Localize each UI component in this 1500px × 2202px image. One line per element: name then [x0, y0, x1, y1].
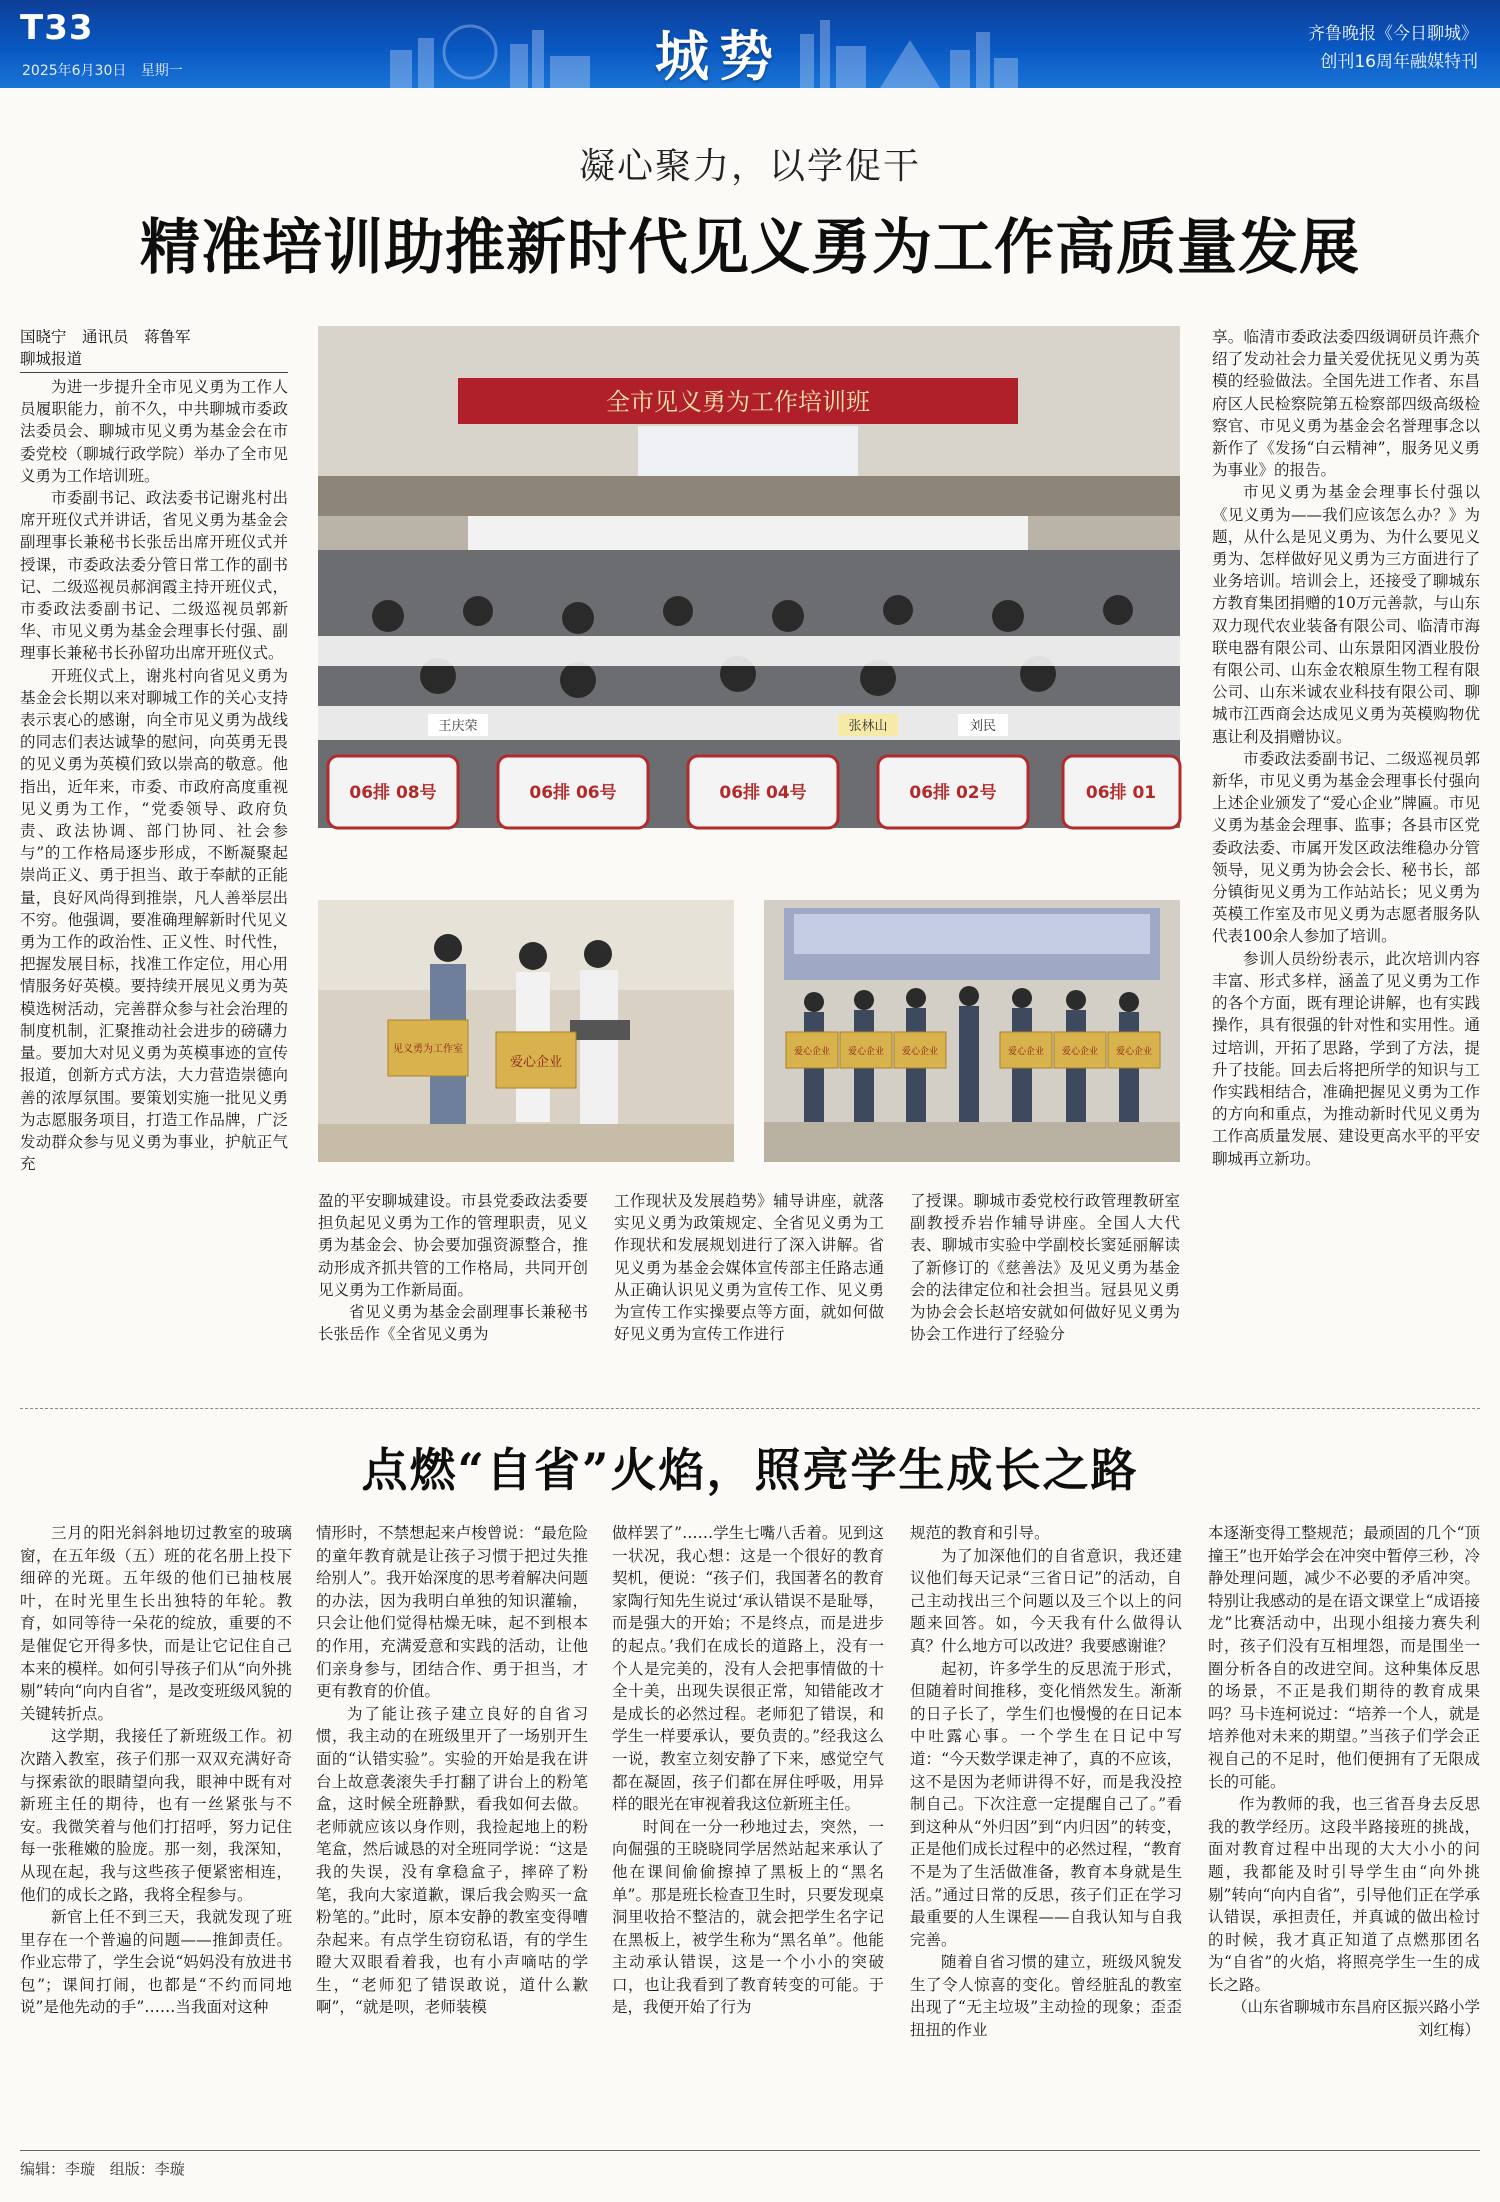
byline-dateline: 聊城报道 — [20, 350, 83, 368]
footer-rule — [20, 2150, 1480, 2151]
plaque-text: 爱心企业 — [1007, 1047, 1045, 1057]
article2-column-4 — [910, 1522, 1182, 2142]
plaque-text: 爱心企业 — [901, 1047, 939, 1057]
award-photo-left — [318, 900, 734, 1162]
brand-line-2: 创刊16周年融媒特刊 — [1320, 52, 1478, 72]
paragraph: 参训人员纷纷表示，此次培训内容丰富、形式多样，涵盖了见义勇为工作的各个方面，既有理论讲解，也有实践操作，具有很强的针对性和实用性。通过培训，开拓了思路，学到了方法，提升了技能。回去后将把所学的知识与工作实践相结合，准确把握见义勇为工作的方向和重点，为推动新时代见义勇为工作高质量发展、建设更高水平的平安聊城再立新功。 — [1212, 949, 1480, 1168]
article1-byline — [20, 326, 288, 373]
author-signature: （山东省聊城市东昌府区振兴路小学 刘红梅） — [1231, 1998, 1496, 2040]
article2-column-5 — [1208, 1522, 1496, 2142]
plaque-text: 爱心企业 — [793, 1047, 831, 1057]
desk-label: 06排 04号 — [719, 783, 807, 803]
paragraph: 规范的教育和引导。 — [910, 1524, 1050, 1542]
nameplate: 王庆荣 — [438, 719, 478, 734]
desk-label: 06排 02号 — [909, 783, 997, 803]
paragraph: 时间在一分一秒地过去，突然，一向倔强的王晓晓同学居然站起来承认了他在课间偷偷擦掉了黑板上的“黑名单”。那是班长检查卫生时，只要发现桌洞里收拾不整洁的，就会把学生名字记在黑板上，被学生称为“黑名单”。他能主动承认错误，这是一个小小的突破口，也让我看到了教育转变的可能。于是，我便开始了行为 — [612, 1817, 884, 2017]
paragraph: 市委副书记、政法委书记谢兆村出席开班仪式并讲话，省见义勇为基金会副理事长兼秘书长张岳出席开班仪式并授课，市委政法委分管日常工作的副书记、二级巡视员郝润霞主持开班仪式，市委政法委副书记、二级巡视员郭新华、市见义勇为基金会理事长付强、副理事长兼秘书长孙留功出席开班仪式。 — [20, 489, 288, 663]
paragraph: 随着自省习惯的建立，班级风貌发生了令人惊喜的变化。曾经脏乱的教室出现了“无主垃圾”主动捡的现象；歪歪扭扭的作业 — [910, 1953, 1182, 2040]
article1-headline: 精准培训助推新时代见义勇为工作高质量发展 — [140, 213, 1360, 283]
paragraph: 开班仪式上，谢兆村向省见义勇为基金会长期以来对聊城工作的关心支持表示衷心的感谢，向全市见义勇为战线的同志们表达诚挚的慰问，向英勇无畏的见义勇为英模们致以崇高的敬意。他指出，近年来，市委、市政府高度重视见义勇为工作，“党委领导、政府负责、政法协调、部门协同、社会参与”的工作格局逐步形成，不断凝聚起崇尚正义、勇于担当、敢于奉献的正能量，良好风尚得到推崇，凡人善举层出不穷。他强调，要准确理解新时代见义勇为工作的政治性、正义性、时代性，把握发展目标，找准工作定位，用心用情服务好英模。要持续开展见义勇为英模选树活动，完善群众参与社会治理的制度机制，汇聚推动社会进步的磅礴力量。要加大对见义勇为英模事迹的宣传报道，创新方式方法，大力营造崇德向善的浓厚氛围。要策划实施一批见义勇为志愿服务项目，打造工作品牌，广泛发动群众参与见义勇为事业，护航正气充 — [20, 666, 288, 1174]
page-footer — [20, 2158, 195, 2179]
paragraph: 了授课。聊城市委党校行政管理教研室副教授乔岩作辅导讲座。全国人大代表、聊城市实验中学副校长窦延丽解读了新修订的《慈善法》及见义勇为基金会的法律定位和社会担当。冠县见义勇为协会会长赵培安就如何做好见义勇为协会工作进行了经验分 — [910, 1192, 1180, 1344]
plaque-text: 爱心企业 — [1061, 1047, 1099, 1057]
paragraph: 本逐渐变得工整规范；最顽固的几个“顶撞王”也开始学会在冲突中暂停三秒，冷静处理问题，减少不必要的矛盾冲突。特别让我感动的是在语文课堂上“成语接龙”比赛活动中，出现小组接力赛失利时，孩子们没有互相埋怨，而是围坐一圈分析各自的改进空间。这种集体反思的场景，不正是我们期待的教育成果吗？马卡连柯说过：“培养一个人，就是培养他对未来的期望。”当孩子们学会正视自己的不足时，他们便拥有了无限成长的可能。 — [1208, 1524, 1480, 1791]
article1-column-2 — [318, 1190, 588, 1390]
paragraph: 为了加深他们的自省意识，我还建议他们每天记录“三省日记”的活动，自己主动找出三个问题以及三个以上的问题来回答。如，今天我有什么做得认真？什么地方可以改进？我要感谢谁？ — [910, 1546, 1182, 1655]
training-hall-photo — [318, 326, 1180, 828]
date-text: 2025年6月30日 — [22, 63, 127, 79]
article1-column-5 — [1212, 326, 1480, 1396]
desk-label: 06排 01 — [1085, 783, 1157, 803]
paragraph: 盈的平安聊城建设。市县党委政法委要担负起见义勇为工作的管理职责，见义勇为基金会、协会要加强资源整合，推动形成齐抓共管的工作格局，共同开创见义勇为工作新局面。 — [318, 1192, 588, 1299]
nameplate: 张林山 — [848, 719, 888, 734]
article1-kicker: 凝心聚力，以学促干 — [578, 146, 921, 187]
masthead-bar — [0, 0, 1500, 88]
paragraph: 这学期，我接任了新班级工作。初次踏入教室，孩子们那一双双充满好奇与探索欲的眼睛望向我，眼神中既有对新班主任的期待，也有一丝紧张与不安。我微笑着与他们打招呼，努力记住每一张稚嫩的脸庞。那一刻，我深知，从现在起，我与这些孩子便紧密相连，他们的成长之路，我将全程参与。 — [20, 1727, 292, 1904]
brand-block — [1308, 20, 1478, 76]
paragraph: 情形时，不禁想起来卢梭曾说：“最危险的童年教育就是让孩子习惯于把过失推给别人”。我开始深度的思考着解决问题的办法，因为我明白单独的知识灌输，只会让他们觉得枯燥无味，起不到根本的作用，充满爱意和实践的活动，让他们亲身参与，团结合作、勇于担当，才更有教育的价值。 — [316, 1524, 588, 1701]
section-title: 城势 — [655, 25, 783, 88]
paragraph: 市见义勇为基金会理事长付强以《见义勇为——我们应该怎么办？》为题，从什么是见义勇为、为什么要见义勇为、怎样做好见义勇为三方面进行了业务培训。培训会上，还接受了聊城东方教育集团捐赠的10万元善款，与山东双力现代农业装备有限公司、临清市海联电器有限公司、山东景阳冈酒业股份有限公司、山东金农粮原生物工程有限公司、山东米诚农业科技有限公司、聊城市江西商会达成见义勇为英模购物优惠让利及捐赠协议。 — [1212, 483, 1480, 746]
issue-date — [22, 60, 183, 80]
section-divider — [20, 1408, 1480, 1409]
article2-column-3 — [612, 1522, 884, 2142]
plaque-text: 爱心企业 — [509, 1055, 563, 1070]
byline-authors: 国晓宁 通讯员 蒋鲁军 — [20, 328, 191, 346]
article2-column-1 — [20, 1522, 292, 2142]
paragraph: 三月的阳光斜斜地切过教室的玻璃窗，在五年级（五）班的花名册上投下细碎的光斑。五年级的他们已抽枝展叶，在时光里生长出独特的年轮。教育，如同等待一朵花的绽放，重要的不是催促它开得多快，而是让它记住自己本来的模样。如何引导孩子们从“向外挑剔”转向“向内自省”，是改变班级风貌的关键转折点。 — [20, 1524, 292, 1723]
desk-label: 06排 08号 — [349, 783, 437, 803]
paragraph: 省见义勇为基金会副理事长兼秘书长张岳作《全省见义勇为 — [318, 1303, 588, 1344]
paragraph: 起初，许多学生的反思流于形式，但随着时间推移，变化悄然发生。渐渐的日子长了，学生们也慢慢的在日记本中吐露心事。一个学生在日记中写道：“今天数学课走神了，真的不应该，这不是因为老师讲得不好，而是我没控制自己。下次注意一定提醒自己了。”看到这种从“外归因”到“内归因”的转变，正是他们成长过程中的必然过程，“教育不是为了生活做准备，教育本身就是生活。”通过日常的反思，孩子们正在学习最重要的人生课程——自我认知与自我完善。 — [910, 1659, 1182, 1949]
paragraph: 为了能让孩子建立良好的自省习惯，我主动的在班级里开了一场别开生面的“认错实验”。实验的开始是我在讲台上故意袭滚失手打翻了讲台上的粉笔盒，这时候全班静默，看我如何去做。老师就应该以身作则，我捡起地上的粉笔盒，然后诚恳的对全班同学说：“这是我的失误，没有拿稳盒子，摔碎了粉笔，我向大家道歉，课后我会购买一盒粉笔的。”此时，原本安静的教室变得嘈杂起来。有点学生窃窃私语，有的学生瞪大双眼看着我，也有小声嘀咕的学生，“老师犯了错误敢说，道什么歉啊”，“就是呗，老师装模 — [316, 1704, 588, 2017]
desk-label: 06排 06号 — [529, 783, 617, 803]
plaque-text: 爱心企业 — [847, 1047, 885, 1057]
paragraph: 新官上任不到三天，我就发现了班里存在一个普遍的问题——推卸责任。作业忘带了，学生会说“妈妈没有放进书包”；课间打闹，也都是“不约而同地说”是他先动的手”……当我面对这种 — [20, 1908, 292, 2017]
plaque-text: 爱心企业 — [1115, 1047, 1153, 1057]
brand-line-1: 齐鲁晚报《今日聊城》 — [1308, 24, 1478, 44]
article1-column-3 — [614, 1190, 884, 1390]
award-photo-right — [764, 900, 1180, 1162]
paragraph: 市委政法委副书记、二级巡视员郭新华，市见义勇为基金会理事长付强向上述企业颁发了“爱心企业”牌匾。市见义勇为基金会理事、监事；各县市区党委政法委、市属开发区政法维稳办分管领导，见义勇为协会会长、秘书长，部分镇街见义勇为工作站站长；见义勇为英模工作室及市见义勇为志愿者服务队代表100余人参加了培训。 — [1212, 749, 1480, 946]
paragraph: 做样罢了”……学生七嘴八舌着。见到这一状况，我心想：这是一个很好的教育契机，便说：“孩子们，我国著名的教育家陶行知先生说过‘承认错误不是耻辱，而是强大的开始；不是终点，而是进步的起点。’我们在成长的道路上，没有一个人是完美的，没有人会把事情做的十全十美，出现失误很正常，知错能改才是成长的必然过程。老师犯了错误，和学生一样要承认，要负责的。”经我这么一说，教室立刻安静了下来，感觉空气都在凝固，孩子们都在屏住呼吸，用异样的眼光在审视着我这位新班主任。 — [612, 1524, 884, 1814]
paragraph: 工作现状及发展趋势》辅导讲座，就落实见义勇为政策规定、全省见义勇为工作现状和发展规划进行了深入讲解。省见义勇为基金会媒体宣传部主任路志通从正确认识见义勇为宣传工作、见义勇为宣传工作实操要点等方面，就如何做好见义勇为宣传工作进行 — [614, 1192, 884, 1344]
layout-credit: 组版：李璇 — [109, 2160, 185, 2178]
paragraph: 作为教师的我，也三省吾身去反思我的教学经历。这段半路接班的挑战，面对教育过程中出现的大大小小的问题，我都能及时引导学生由“向外挑剔”转向“向内自省”，引导他们正在学承认错误，承担责任，并真诚的做出检讨的时候，我才真正知道了点燃那团名为“自省”的火焰，将照亮学生一生的成长之路。 — [1208, 1795, 1480, 1994]
article2-headline: 点燃“自省”火焰，照亮学生成长之路 — [361, 1443, 1139, 1497]
editor-credit: 编辑：李璇 — [20, 2160, 96, 2178]
plaque-text: 见义勇为工作室 — [393, 1044, 463, 1055]
paragraph: 享。临清市委政法委四级调研员许燕介绍了发动社会力量关爱优抚见义勇为英模的经验做法。全国先进工作者、东昌府区人民检察院第五检察部四级高级检察官、市见义勇为基金会名誉理事念以新作了《发扬“白云精神”，服务见义勇为事业》的报告。 — [1212, 328, 1480, 480]
article2-column-2 — [316, 1522, 588, 2142]
training-banner-text: 全市见义勇为工作培训班 — [606, 388, 870, 416]
page-number: T33 — [20, 8, 94, 48]
article1-column-1 — [20, 376, 288, 1376]
nameplate: 刘民 — [969, 719, 997, 734]
paragraph: 为进一步提升全市见义勇为工作人员履职能力，前不久，中共聊城市委政法委员会、聊城市见义勇为基金会在市委党校（聊城行政学院）举办了全市见义勇为工作培训班。 — [20, 378, 288, 485]
weekday-text: 星期一 — [140, 63, 183, 79]
article1-column-4 — [910, 1190, 1180, 1390]
